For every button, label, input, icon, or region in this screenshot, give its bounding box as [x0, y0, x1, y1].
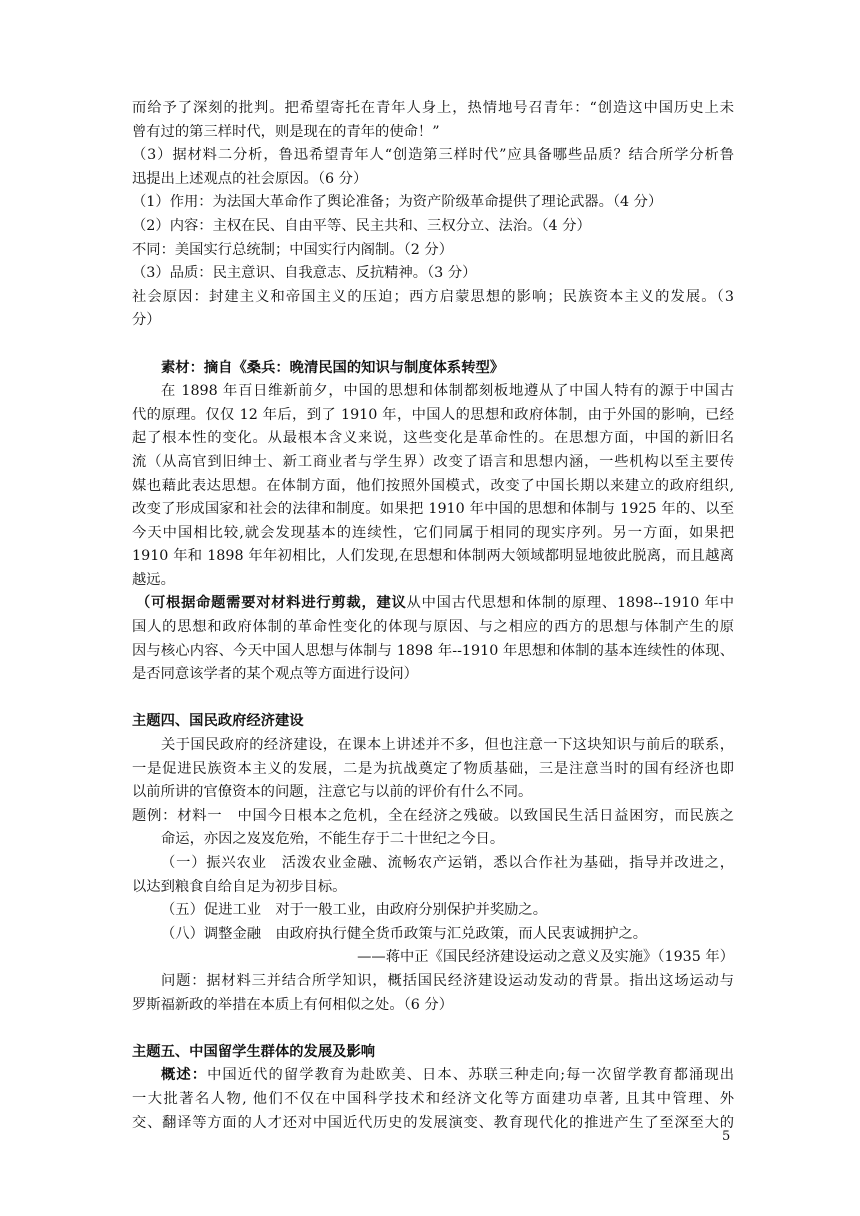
answer-3: （3）品质：民主意识、自我意志、反抗精神。（3 分） [132, 265, 477, 282]
page-number: 5 [722, 1129, 731, 1144]
material-note [132, 592, 734, 616]
question-3: （3）据材料二分析，鲁迅希望青年人“创造第三样时代”应具备哪些品质？结合所学分析鲁 [132, 147, 734, 164]
theme5-line [132, 1064, 734, 1088]
theme4-title: 主题四、国民政府经济建设 [132, 713, 304, 730]
material-line: 代的原理。仅仅 12 年后，到了 1910 年，中国人的思想和政府体制，由于外国的影响，已经 [132, 406, 734, 423]
material-line: 越远。 [132, 571, 175, 588]
material-line: 媒也藉此表达思想。在体制方面，他们按照外国模式，改变了中国长期以来建立的政府组织, [132, 477, 734, 494]
material-note-line: 因与核心内容、今天中国人思想与体制与 1898 年--1910 年思想和体制的基本连续性的体现、 [132, 642, 734, 659]
document-page [132, 97, 734, 1135]
theme5-line: 交、翻译等方面的人才还对中国近代历史的发展演变、教育现代化的推进产生了至深至大的 [132, 1114, 734, 1131]
question-3-cont: 迅提出上述观点的社会原因。（6 分） [132, 170, 368, 187]
answer-1: （1）作用：为法国大革命作了舆论准备；为资产阶级革命提供了理论武器。（4 分） [132, 194, 663, 211]
answer-3-reason: 社会原因：封建主义和帝国主义的压迫；西方启蒙思想的影响；民族资本主义的发展。（3 [132, 288, 734, 305]
material-line: 今天中国相比较,就会发现基本的连续性，它们同属于相同的现实序列。另一方面，如果把 [132, 524, 734, 541]
example-source: ——蒋中正《国民经济建设运动之意义及实施》（1935 年） [357, 949, 734, 966]
theme5-line: 一大批著名人物, 他们不仅在中国科学技术和经济文化等方面建功卓著, 且其中管理、外 [132, 1090, 734, 1107]
theme4-line: 一是促进民族资本主义的发展，二是为抗战奠定了物质基础，三是注意当时的国有经济也即 [132, 760, 734, 777]
material-heading: 素材：摘自《桑兵：晚清民国的知识与制度体系转型》 [161, 359, 505, 376]
theme4-line: 关于国民政府的经济建设，在课本上讲述并不多，但也注意一下这块知识与前后的联系， [161, 737, 734, 754]
theme5-text: 中国近代的留学教育为赴欧美、日本、苏联三种走向;每一次留学教育都涌现出 [207, 1067, 734, 1084]
example-line: 题例：材料一 中国今日根本之危机，全在经济之残破。以致国民生活日益困穷，而民族之 [132, 807, 734, 824]
material-note-line: 是否同意该学者的某个观点等方面进行设问） [132, 666, 418, 683]
material-line: 改变了形成国家和社会的法律和制度。如果把 1910 年中国的思想和体制与 1925 年的、以至 [132, 501, 734, 518]
text-line: 而给予了深刻的批判。把希望寄托在青年人身上，热情地号召青年：“创造这中国历史上未 [132, 100, 734, 116]
theme4-question-cont: 罗斯福新政的举措在本质上有何相似之处。（6 分） [132, 996, 454, 1013]
example-line: 命运，亦因之岌岌危殆，不能生存于二十世纪之今日。 [161, 831, 505, 848]
material-line: 在 1898 年百日维新前夕，中国的思想和体制都刻板地遵从了中国人特有的源于中国古 [161, 383, 734, 400]
theme4-question: 问题：据材料三并结合所学知识，概括国民经济建设运动发动的背景。指出这场运动与 [161, 972, 734, 989]
theme5-lead: 概述： [161, 1067, 208, 1084]
example-item-8: （八）调整金融 由政府执行健全货币政策与汇兑政策，而人民衷诚拥护之。 [161, 925, 648, 942]
text-line: 曾有过的第三样时代，则是现在的青年的使命！” [132, 123, 440, 140]
material-line: 流（从高官到旧绅士、新工商业者与学生界）改变了语言和思想内涵，一些机构以至主要传 [132, 453, 734, 470]
material-line: 1910 年和 1898 年年初相比，人们发现,在思想和体制两大领域都明显地彼此脱离，而且越离 [132, 548, 734, 565]
example-item-1-cont: 以达到粮食自给自足为初步目标。 [132, 878, 347, 895]
material-line: 起了根本性的变化。从最根本含义来说，这些变化是革命性的。在思想方面，中国的新旧名 [132, 430, 734, 447]
theme5-title: 主题五、中国留学生群体的发展及影响 [132, 1043, 376, 1060]
answer-3-reason-cont: 分） [132, 312, 161, 329]
answer-2-diff: 不同：美国实行总统制；中国实行内阁制。（2 分） [132, 241, 454, 258]
note-text: 从中国古代思想和体制的原理、1898--1910 年中 [406, 595, 734, 612]
theme4-line: 以前所讲的官僚资本的问题，注意它与以前的评价有什么不同。 [132, 784, 533, 801]
example-item-1: （一）振兴农业 活泼农业金融、流畅农产运销，悉以合作社为基础，指导并改进之， [161, 855, 734, 871]
example-item-5: （五）促进工业 对于一般工业，由政府分别保护并奖励之。 [161, 902, 548, 919]
answer-2: （2）内容：主权在民、自由平等、民主共和、三权分立、法治。（4 分） [132, 217, 591, 234]
note-bold: （可根据命题需要对材料进行剪裁，建议 [136, 595, 407, 612]
material-note-line: 国人的思想和政府体制的革命性变化的体现与原因、与之相应的西方的思想与体制产生的原 [132, 619, 734, 636]
